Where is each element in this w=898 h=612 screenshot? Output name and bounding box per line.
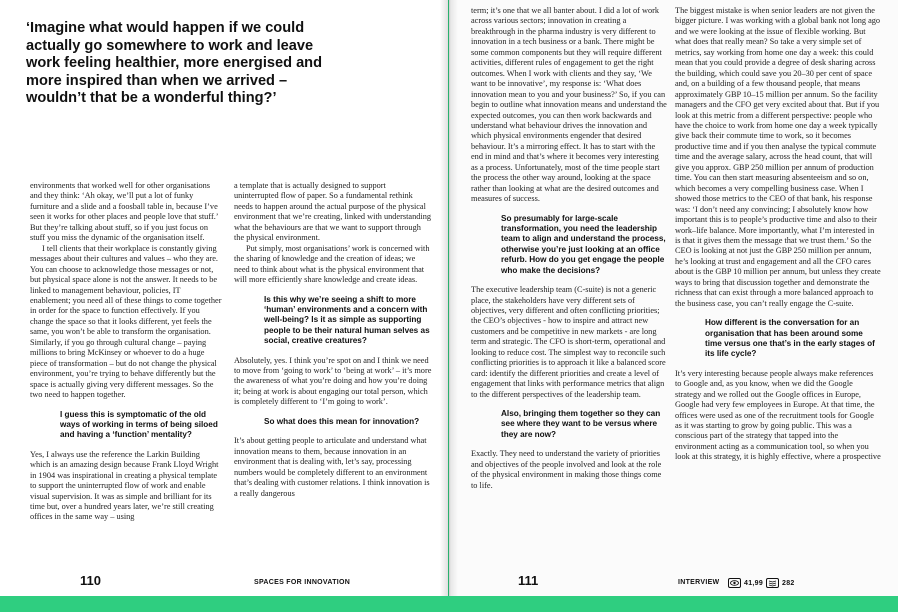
interview-question: Is this why we’re seeing a shift to more ‘human’ environments and a concern with well-being? Is it as simple as supporting people to be their natural human selves as social, creative creatures?: [264, 294, 430, 346]
pull-quote: ‘Imagine what would happen if we could actually go somewhere to work and leave work feeling healthier, more energised and more inspired than when we arrived – wouldn’t that be a wonderful thing?’: [26, 20, 323, 106]
left-page: [0, 0, 448, 596]
right-column-2: [675, 6, 881, 463]
paragraph: Yes, I always use the reference the Larkin Building which is an amazing design because Frank Lloyd Wright in 1904 was inspirational in creating a physical template to support the uninterrupted flow of work and enable visual supervision. It was as simple and brilliant for its time but, over a hundred years later, we’re still creating offices in the same way – using: [30, 449, 219, 522]
paragraph: environments that worked well for other organisations and they think: ‘Ah okay, we’ll put a lot of funky furniture and a slide and a foosball table in, because I’ve seen it works for other places and people love that stuff.’ But they’re talking about stuff, so if you just focus on stuff you miss the dynamic of the organisation itself.: [30, 181, 218, 243]
paragraph: term; it’s one that we all banter about. I did a lot of work across various sectors; innovation in creating a breakthrough in the pharma industry is very different to innovation in a tech business or a bank. There might be some common components but they will require different activities, different rules of engagement to get the right outcomes. When I work with clients and they say, ‘We want to be innovative’, my response is: ‘What does innovation mean to you and your business?’ So, if you can begin to outline what innovation means and understand the expected outcomes, you can then work backwards and understand what behaviour drives the innovation and which physical environments engender that desired behaviour. It’s a mirroring effect. It has to start with the end in mind and that’s where it becomes very interesting as a process. Unfortunately, most of the time people start the process the other way around, looking at the space rather than looking at what are the desired outcomes and measures of success.: [471, 6, 667, 204]
interview-question: So what does this mean for innovation?: [264, 416, 420, 426]
left-column-1: [30, 181, 222, 523]
paragraph: The executive leadership team (C-suite) is not a generic place, the stakeholders have very different sets of objectives, very different and often conflicting priorities; the CEO’s objectives - how to inspire and attract new customers and be competitive in new markets - are long term and strategic. The CFO is short-term, operational and looking to reduce cost. The simplest way to reconcile such conflicting priorities is to approach it like a balanced score card: identify the different priorities and create a level of engagement that links with performance metrics that align to the different perspectives of the leadership team.: [471, 285, 666, 399]
page-number-left: 110: [80, 573, 101, 588]
interview-question: How different is the conversation for an organisation that has been around some time versus one that’s in the early stages of its life cycle?: [705, 318, 875, 359]
paragraph: Absolutely, yes. I think you’re spot on and I think we need to move from ‘going to work’ to ‘being at work’ – it’s more the awareness of what you’re doing and how you’re doing it; being at work is about engaging our total person, which is completely different to ‘I’m going to work’.: [234, 355, 432, 407]
interview-question: Also, bringing them together so they can see where they want to be versus where they are now?: [501, 409, 661, 439]
cross-references: [728, 578, 795, 588]
section-label: INTERVIEW: [678, 579, 720, 586]
eye-icon: [728, 578, 741, 588]
right-page: [449, 0, 898, 596]
section-label: SPACES FOR INNOVATION: [254, 579, 351, 586]
paragraph: It’s very interesting because people always make references to Google and, as you know, when we did the Google strategy and we rolled out the Google offices in Europe, Google had very few employees in Europe. At that time, the offices were used as one of the recruitment tools for Google as it was starting to grow by going public. This was a conscious part of the strategy that tapped into the environment acting as a communication tool, so when you look at this strategy, it is highly effective, where a prospective: [675, 368, 881, 462]
interview-question: So presumably for large-scale transformation, you need the leadership team to align and understand the process, otherwise you’re just looking at an office refurb. How do you get engage the people who make the decisions?: [501, 213, 666, 275]
paragraph: It’s about getting people to articulate and understand what innovation means to them, because innovation in an environment that is dealing with, let’s say, processing numbers would be completely different to an environment that’s dealing with customer relations. I think innovation is a really dangerous: [234, 436, 430, 498]
paragraph: a template that is actually designed to support uninterrupted flow of paper. So a fundamental rethink needs to happen around the actual purpose of the physical environment that we’re creating, linked with understanding what the behaviours are that we want to support through the physical environment.: [234, 181, 431, 243]
paragraph: I tell clients that their workplace is constantly giving messages about their cultures and values – who they are. You can choose to acknowledge those messages or not, but physical space alone is not the answer. It needs to be linked to management behaviour, policies, IT enablement; you need all of these things to come together in order for the space to function effectively. If you change the space so that it looks different, yet feels the same, you won’t be able to transform the organisation. Similarly, if you go through cultural change – paying millions to bring McKinsey or whoever to do a huge piece of transformation – but do not change the physical environment, you’re trying to behave differently but the space is actually giving very different messages. So the two need to happen together.: [30, 243, 222, 400]
paragraph: The biggest mistake is when senior leaders are not given the bigger picture. I was working with a global bank not long ago and we were looking at the issue of flexible working. But what does that really mean? So take a very simple set of metrics, say working from home one day a week: this could mean that you could provide a degree of desk sharing across the building, which could save you 20–30 per cent of space and, on a building of a few thousand people, that means approximately GBP 10–15 million per annum. So the facility managers and the CFO get very excited about that. But if you look at this metric from a different perspective: people who have the choice to work from home one day a week typically give back their commute time to work, so it becomes productive time and if you then analyse the typical commute time and the average salary, across the head count, that will give you approx. GBP 250 million per annum of production time. You can then start measuring absenteeism and so on, which becomes a very compelling business case. When I showed those metrics to the CEO of that bank, his response was: ‘I don’t need any convincing; I absolutely know how important this is to people’s productive time and also to their work–life balance. More importantly, what I’m interested in is that it gives them the message that we trust them.’ So the CEO is looking at not just the GBP 250 million per annum, he’s looking at trust and engagement and all the CFO cares about is the GBP 10 million per annum, but unless they create ways to bring that discussion together and demonstrate the richness that can exist through a more balanced approach to the business case, you can’t really engage the C-suite.: [675, 6, 881, 308]
book-icon: [766, 578, 779, 588]
paragraph: Exactly. They need to understand the variety of priorities and objectives of the people involved and look at the role of the physical environment in making those things come to life.: [471, 449, 662, 490]
paragraph: Put simply, most organisations’ work is concerned with the sharing of knowledge and the creation of ideas; we need to think about what is the physical environment that will more efficiently share knowledge and create ideas.: [234, 243, 430, 285]
ref-pages: 41,99: [744, 579, 764, 587]
page-number-right: 111: [518, 573, 539, 588]
left-column-2: [234, 181, 432, 499]
interview-question: I guess this is symptomatic of the old ways of working in terms of being siloed and having a ‘function’ mentality?: [60, 409, 218, 440]
ref-pages-2: 282: [782, 579, 795, 587]
right-column-1: [471, 6, 667, 491]
